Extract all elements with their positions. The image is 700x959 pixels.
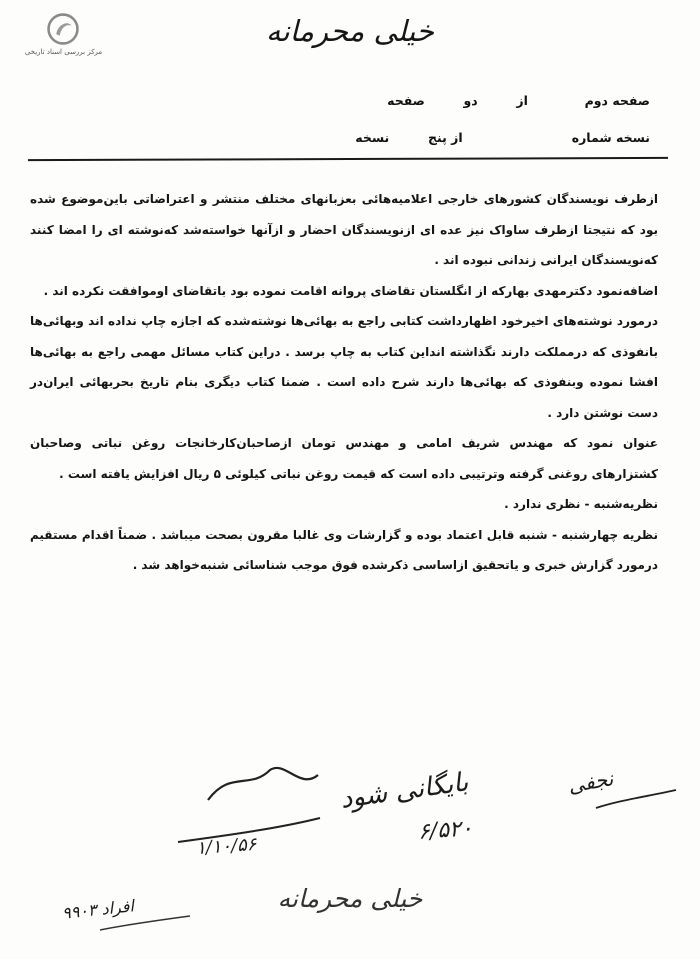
body-paragraph: نظریه چهارشنبه - شنبه قابل اعتماد بوده و گزارشات وی غالبا مقرون بصحت میباشد . ضمناً اقدام مستقیم درمورد گزارش خبری و یاتحقیق ازاساسی ذکرشده فوق موجب شناسائی شنبه‌خواهد شد . <box>30 527 658 572</box>
body-paragraph: عنوان نمود که مهندس شریف امامی و مهندس تومان ازصاحبان‌کارخانجات روغن نباتی وصاحبان کشتزارهای روغنی گرفته وترتیبی داده است که قیمت روغن نباتی کیلوئی ۵ ریال افزایش یافته است . <box>30 436 658 481</box>
archive-note: بایگانی شود <box>338 767 471 815</box>
copy-label: نسخه شماره <box>571 130 650 145</box>
page-label: صفحه دوم <box>584 93 650 108</box>
copy-unit: نسخه <box>355 130 390 145</box>
classification-stamp-top: خیلی محرمانه <box>266 14 434 48</box>
page-of: از <box>516 93 528 108</box>
date-note: ۱/۱۰/۵۶ <box>195 833 258 860</box>
classification-stamp-bottom: خیلی محرمانه <box>277 884 423 913</box>
body-paragraph: اضافه‌نمود دکترمهدی بهارکه از انگلستان تقاضای پروانه اقامت نموده بود باتقاضای اوموافقت نکرده اند . <box>43 283 658 298</box>
initial-note: نجفی <box>566 766 616 798</box>
page-unit: صفحه <box>387 93 425 108</box>
body-paragraph: درمورد نوشته‌های اخیرخود اظهارداشت کتابی راجع به بهائی‌ها نوشته‌شده که اجازه چاپ نداده اند وبهائی‌ها بانفوذی که درمملکت دارند نگذاشته انداین کتاب به چاپ برسد . دراین کتاب مسائل مهمی راجع به بهائی‌ها افشا نموده وبنفوذی که بهائی‌ها دارند شرح داده است . ضمنا کتاب دیگری بنام تاریخ بحربهائی ایران‌در دست نوشتن دارد . <box>30 314 658 420</box>
archive-number: ۶/۵۲۰ <box>417 816 474 845</box>
body-paragraph: نظریه‌شنبه - نظری ندارد . <box>504 497 658 511</box>
copy-of: از پنج <box>427 130 463 145</box>
count-note: ۹۹۰۳ افراد <box>61 896 135 923</box>
body-paragraph: ازطرف نویسندگان کشورهای خارجی اعلامیه‌هائی بعزبانهای مختلف منتشر و اعتراضاتی باین‌موضوع شده بود که نتیجتا ازطرف ساواک نیز عده ای ازنویسندگان احضار و ازآنها خواسته‌شد که‌نوشته ای را امضا کنند که‌نویسندگان ایرانی زندانی نبوده اند . <box>30 192 658 267</box>
page-total: دو <box>463 93 478 108</box>
logo-caption: مرکز بررسی اسناد تاریخی <box>24 48 103 56</box>
